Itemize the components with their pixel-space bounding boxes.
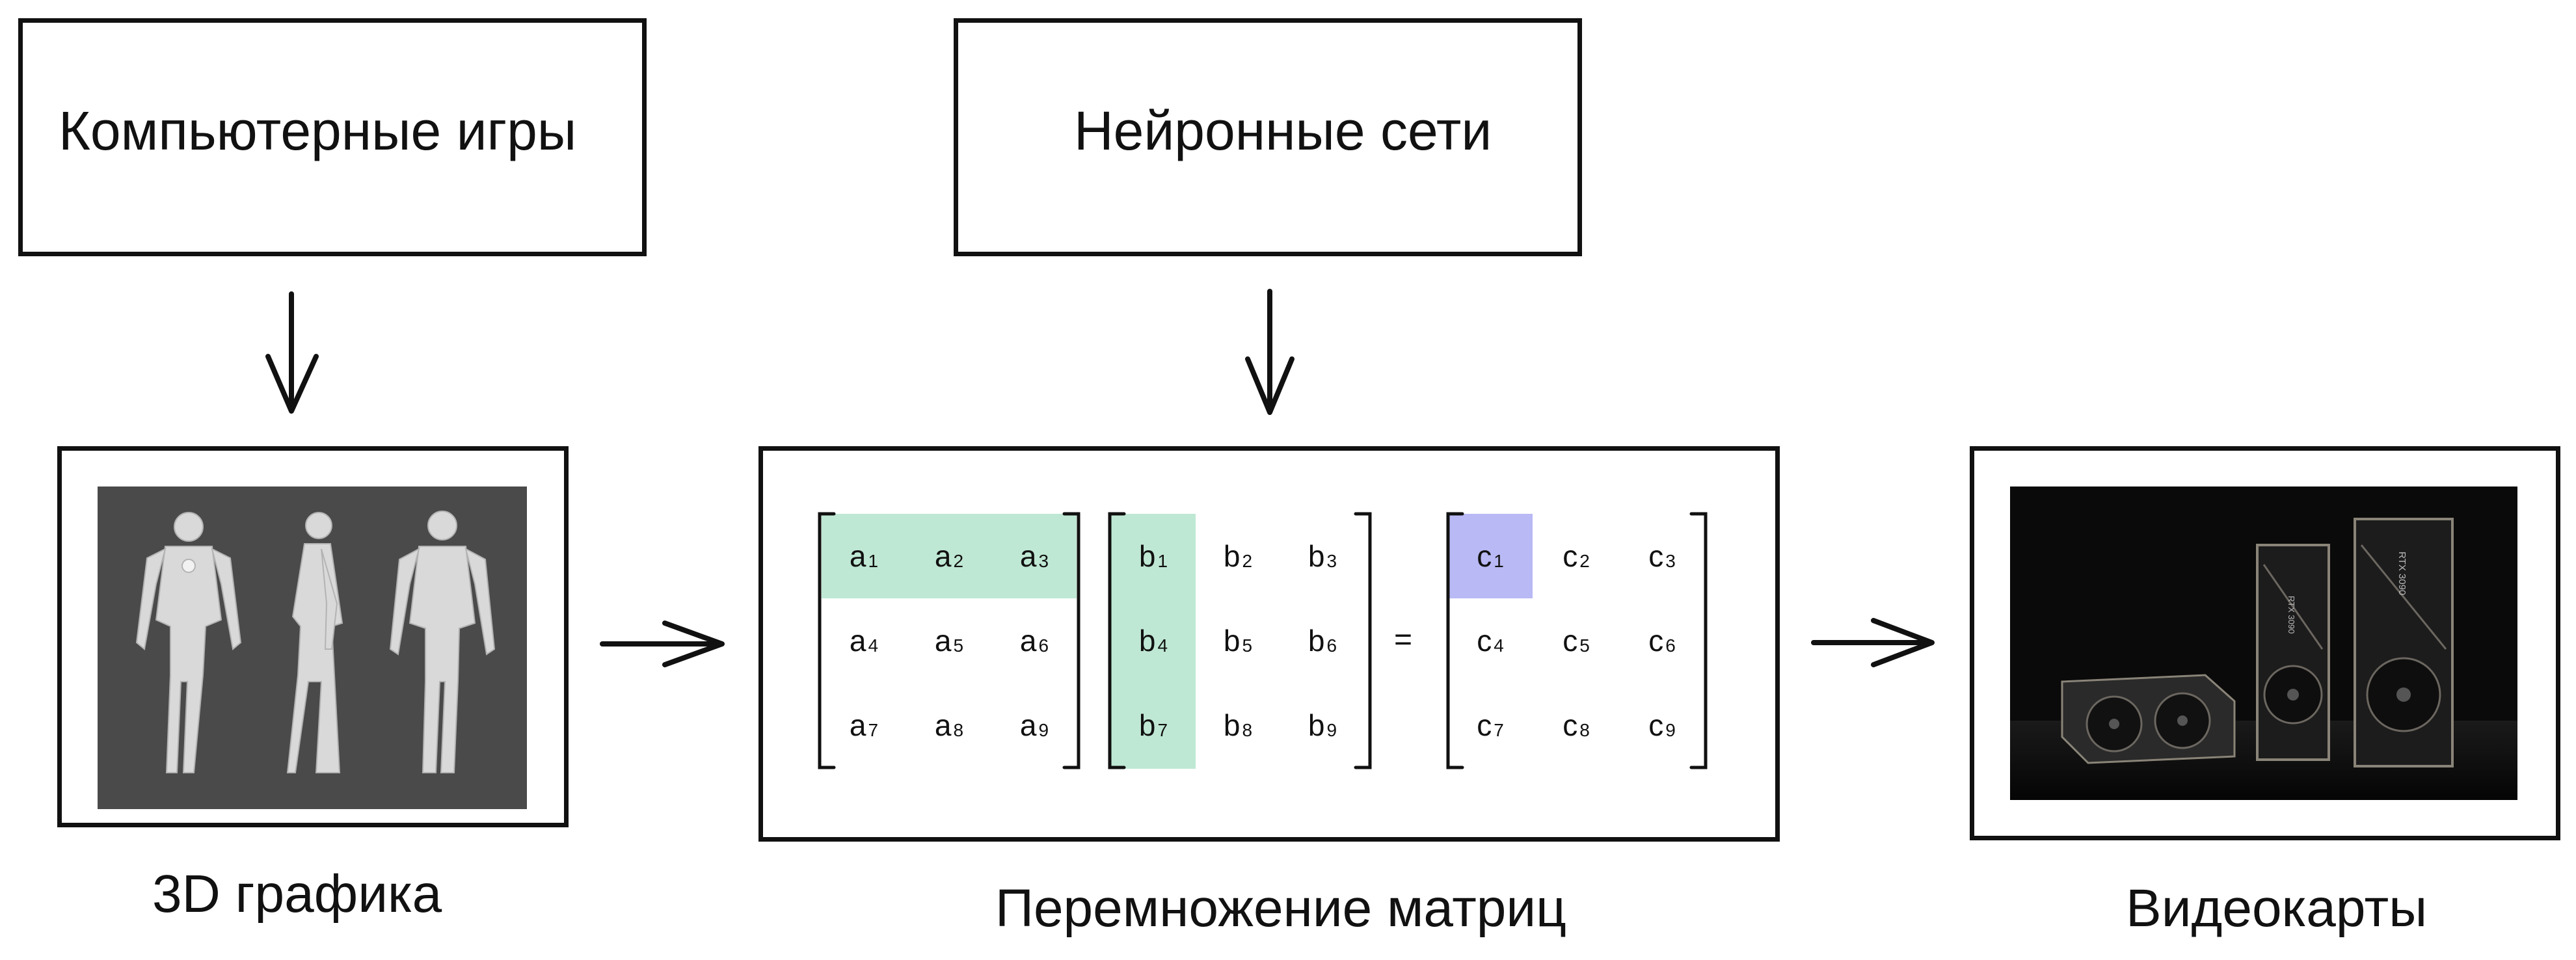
caption-matrix-multiplication: Перемножение матриц	[995, 879, 1567, 938]
matrix-c-cell: c $_2$	[1563, 539, 1590, 573]
matrix-b-cell: b $_9$	[1308, 708, 1337, 742]
equals-sign: =	[1394, 622, 1413, 657]
matrix-c-cell: c $_1$	[1477, 539, 1504, 573]
matrix-c-cell: c $_9$	[1648, 708, 1676, 742]
matrix-a-cell: a $_9$	[1019, 708, 1049, 742]
label-computer-games: Компьютерные игры	[59, 100, 577, 161]
matrix-b-cell: b $_2$	[1223, 539, 1253, 573]
caption-gpus: Видеокарты	[2126, 879, 2428, 938]
matrix-b-cell: b $_1$	[1138, 539, 1168, 573]
matrix-a-cell: a $_1$	[849, 539, 879, 573]
caption-3d-graphics: 3D графика	[152, 864, 442, 924]
matrix-a-cell: a $_5$	[934, 624, 964, 658]
matrix-b-cell: b $_8$	[1223, 708, 1253, 742]
matrix-c-cell: c $_8$	[1563, 708, 1590, 742]
matrix-a-cell: a $_4$	[849, 624, 879, 658]
matrix-a-cell: a $_3$	[1019, 539, 1049, 573]
matrix-b-cell: b $_3$	[1308, 539, 1337, 573]
matrix-a-cell: a $_6$	[1019, 624, 1049, 658]
matrix-b-cell: b $_7$	[1138, 708, 1168, 742]
matrix-c-cell: c $_5$	[1563, 624, 1590, 658]
matrix-c-cell: c $_4$	[1477, 624, 1504, 658]
matrix-c-cell: c $_7$	[1477, 708, 1504, 742]
matrix-b-cell: b $_6$	[1308, 624, 1337, 658]
matrix-a-cell: a $_2$	[934, 539, 964, 573]
matrix-c-cell: c $_6$	[1648, 624, 1676, 658]
matrix-c-cell: c $_3$	[1648, 539, 1676, 573]
matrix-a-cell: a $_8$	[934, 708, 964, 742]
matrix-b-cell: b $_5$	[1223, 624, 1253, 658]
gpu-card-label-tall: RTX 3090	[2396, 552, 2408, 596]
matrix-a-cell: a $_7$	[849, 708, 879, 742]
label-neural-networks: Нейронные сети	[1074, 100, 1492, 161]
gpu-card-label-middle: RTX 3090	[2287, 596, 2296, 634]
matrix-b-cell: b $_4$	[1138, 624, 1168, 658]
